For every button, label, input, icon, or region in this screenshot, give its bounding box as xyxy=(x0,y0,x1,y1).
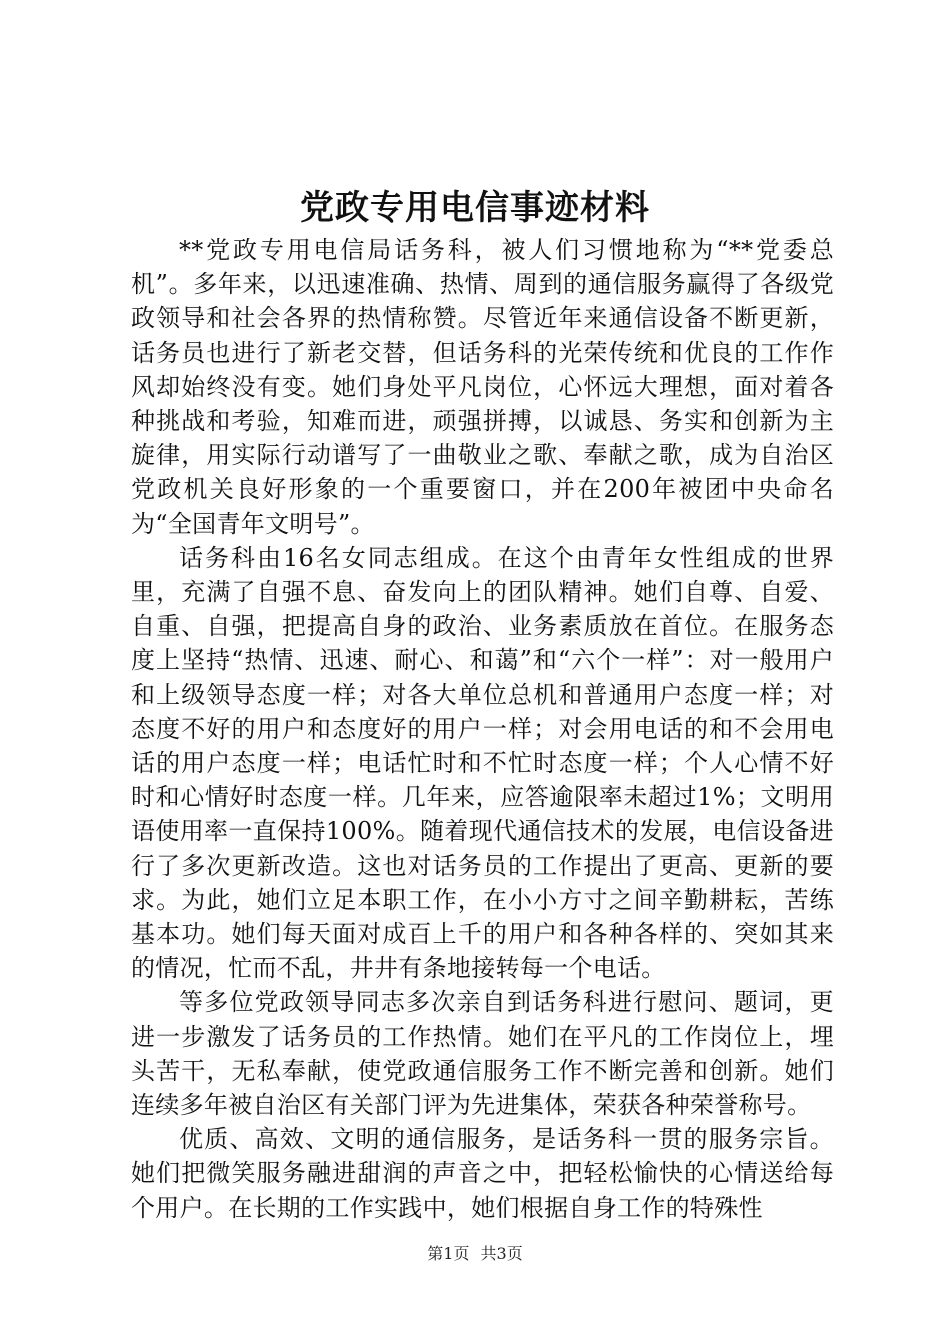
paragraph-4: 优质、高效、文明的通信服务，是话务科一贯的服务宗旨。她们把微笑服务融进甜润的声音之中，把轻松愉快的心情送给每个用户。在长期的工作实践中，她们根据自身工作的特殊性 xyxy=(131,1125,834,1222)
document-title: 党政专用电信事迹材料 xyxy=(300,188,650,228)
paragraph-2: 话务科由16名女同志组成。在这个由青年女性组成的世界里，充满了自强不息、奋发向上的团队精神。她们自尊、自爱、自重、自强，把提高自身的政治、业务素质放在首位。在服务态度上坚持“热情、迅速、耐心、和蔼”和“六个一样”：对一般用户和上级领导态度一样；对各大单位总机和普通用户态度一样；对态度不好的用户和态度好的用户一样；对会用电话的和不会用电话的用户态度一样；电话忙时和不忙时态度一样；个人心情不好时和心情好时态度一样。几年来，应答逾限率未超过1%；文明用语使用率一直保持100%。随着现代通信技术的发展，电信设备进行了多次更新改造。这也对话务员的工作提出了更高、更新的要求。为此，她们立足本职工作，在小小方寸之间辛勤耕耘，苦练基本功。她们每天面对成百上千的用户和各种各样的、突如其来的情况，忙而不乱，井井有条地接转每一个电话。 xyxy=(131,543,834,983)
page-number: 第1页 xyxy=(427,1244,470,1263)
page-footer xyxy=(0,1240,950,1268)
paragraph-3: 等多位党政领导同志多次亲自到话务科进行慰问、题词，更进一步激发了话务员的工作热情。她们在平凡的工作岗位上，埋头苦干，无私奉献，使党政通信服务工作不断完善和创新。她们连续多年被自治区有关部门评为先进集体，荣获各种荣誉称号。 xyxy=(131,988,834,1120)
paragraph-1: **党政专用电信局话务科，被人们习惯地称为“**党委总机”。多年来，以迅速准确、热情、周到的通信服务赢得了各级党政领导和社会各界的热情称赞。尽管近年来通信设备不断更新，话务员也进行了新老交替，但话务科的光荣传统和优良的工作作风却始终没有变。她们身处平凡岗位，心怀远大理想，面对着各种挑战和考验，知难而进，顽强拼搏，以诚恳、务实和创新为主旋律，用实际行动谱写了一曲敬业之歌、奉献之歌，成为自治区党政机关良好形象的一个重要窗口，并在200年被团中央命名为“全国青年文明号”。 xyxy=(131,236,834,538)
page-total: 共3页 xyxy=(480,1244,523,1263)
document-body xyxy=(131,233,834,1225)
